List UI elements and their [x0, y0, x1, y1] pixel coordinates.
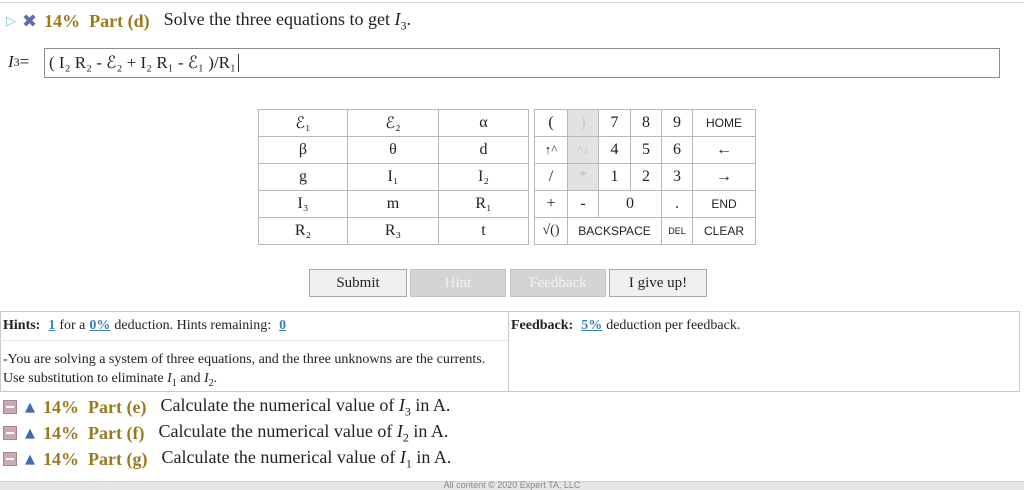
top-divider	[0, 2, 1024, 3]
text-caret	[238, 54, 239, 72]
key-divide[interactable]: /	[535, 164, 568, 191]
key-var[interactable]: ℰ₂	[348, 110, 439, 137]
key-3[interactable]: 3	[662, 164, 693, 191]
key-superscript[interactable]: ↑^	[535, 137, 568, 164]
key-var[interactable]: g	[259, 164, 348, 191]
hints-divider	[0, 340, 508, 341]
key-9[interactable]: 9	[662, 110, 693, 137]
key-var[interactable]: t	[439, 218, 529, 245]
key-sqrt[interactable]: √()	[535, 218, 568, 245]
part-e-row[interactable]: ▲ 14% Part (e) Calculate the numerical value of $I_3$ in A.	[3, 394, 450, 420]
warning-icon: ▲	[25, 451, 35, 467]
incorrect-x-icon: ✖	[22, 10, 38, 32]
key-2[interactable]: 2	[631, 164, 662, 191]
key-var[interactable]: β	[259, 137, 348, 164]
key-right-arrow[interactable]: →	[693, 164, 756, 191]
key-var[interactable]: I₁	[348, 164, 439, 191]
key-decimal[interactable]: .	[662, 191, 693, 218]
key-clear[interactable]: CLEAR	[693, 218, 756, 245]
key-minus[interactable]: -	[568, 191, 599, 218]
key-home[interactable]: HOME	[693, 110, 756, 137]
key-var[interactable]: R₃	[348, 218, 439, 245]
expand-play-icon[interactable]: ▷	[6, 13, 16, 28]
key-var[interactable]: R₂	[259, 218, 348, 245]
footer-copyright: All content © 2020 Expert TA, LLC	[443, 480, 581, 490]
key-var[interactable]: ℰ₁	[259, 110, 348, 137]
part-d-header	[6, 8, 411, 34]
key-var[interactable]: α	[439, 110, 529, 137]
feedback-summary: Feedback: 5% deduction per feedback.	[511, 318, 741, 333]
key-var[interactable]: d	[439, 137, 529, 164]
key-plus[interactable]: +	[535, 191, 568, 218]
key-backspace[interactable]: BACKSPACE	[568, 218, 662, 245]
warning-icon: ▲	[25, 399, 35, 415]
key-0[interactable]: 0	[599, 191, 662, 218]
feedback-button: Feedback	[510, 269, 606, 297]
key-var[interactable]: R₁	[439, 191, 529, 218]
variable-keypad	[258, 109, 529, 245]
key-end[interactable]: END	[693, 191, 756, 218]
answer-label: I 3 =	[8, 52, 30, 71]
key-var[interactable]: θ	[348, 137, 439, 164]
part-f-row[interactable]: ▲ 14% Part (f) Calculate the numerical value of $I_2$ in A.	[3, 420, 448, 446]
hint-deduction: 0%	[89, 318, 111, 333]
key-close-paren: )	[568, 110, 599, 137]
hints-remaining: 0	[279, 318, 287, 333]
key-1[interactable]: 1	[599, 164, 631, 191]
key-var[interactable]: m	[348, 191, 439, 218]
key-var[interactable]: I₂	[439, 164, 529, 191]
part-d-task: Solve the three equations to get $I_3$.	[163, 8, 412, 33]
submit-button[interactable]: Submit	[309, 269, 407, 297]
feedback-deduction: 5%	[581, 318, 603, 333]
warning-icon: ▲	[25, 425, 35, 441]
hints-used-count: 1	[48, 318, 56, 333]
key-left-arrow[interactable]: ←	[693, 137, 756, 164]
document-icon	[3, 452, 17, 466]
hint-text: -You are solving a system of three equations, and the three unknowns are the currents. Use substitution to eliminate $I_1$ and $I_2$.	[3, 352, 486, 389]
document-icon	[3, 400, 17, 414]
key-open-paren[interactable]: (	[535, 110, 568, 137]
part-d-label: Part (d)	[89, 10, 150, 31]
hints-summary: Hints: 1 for a 0% deduction. Hints remaining: 0	[3, 316, 290, 336]
key-multiply: *	[568, 164, 599, 191]
answer-input[interactable]	[44, 48, 1000, 78]
part-g-row[interactable]: ▲ 14% Part (g) Calculate the numerical value of $I_1$ in A.	[3, 446, 451, 472]
key-4[interactable]: 4	[599, 137, 631, 164]
key-7[interactable]: 7	[599, 110, 631, 137]
key-var[interactable]: I₃	[259, 191, 348, 218]
operator-keypad	[534, 109, 756, 245]
hint-button: Hint	[410, 269, 506, 297]
key-subscript: ^↓	[568, 137, 599, 164]
key-del[interactable]: DEL	[662, 218, 693, 245]
key-6[interactable]: 6	[662, 137, 693, 164]
document-icon	[3, 426, 17, 440]
key-8[interactable]: 8	[631, 110, 662, 137]
part-d-percent: 14%	[44, 10, 81, 31]
key-5[interactable]: 5	[631, 137, 662, 164]
answer-expression: ( I₂ R₂ - ℰ₂ + I₂ R₁ - ℰ₁ )/R₁	[49, 53, 236, 72]
give-up-button[interactable]: I give up!	[609, 269, 707, 297]
